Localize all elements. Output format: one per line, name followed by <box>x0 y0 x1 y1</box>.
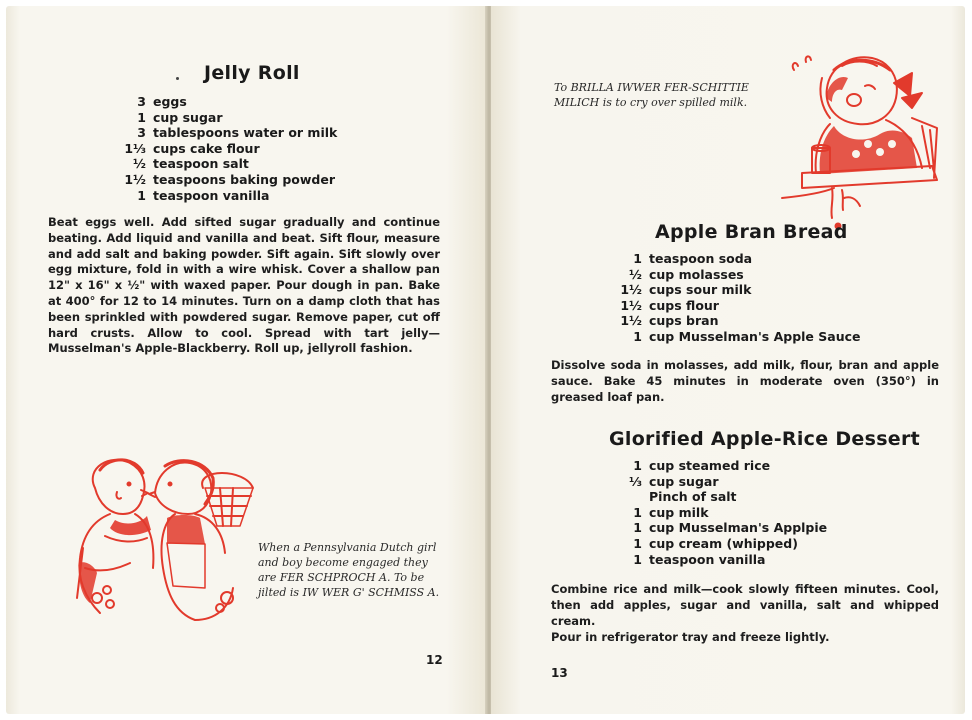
ingredient-quantity: 1½ <box>620 313 642 329</box>
crying-child-illustration <box>772 48 942 233</box>
ingredient-row <box>618 489 827 505</box>
ingredient-text: cup steamed rice <box>649 458 771 473</box>
page-number-left: 12 <box>426 653 443 667</box>
ingredient-text: teaspoon vanilla <box>649 551 766 567</box>
ingredient-quantity <box>618 489 649 505</box>
ingredient-text: eggs <box>153 94 187 109</box>
ingredient-text: cups sour milk <box>649 282 752 298</box>
ink-speck <box>176 77 179 80</box>
ingredient-text: Pinch of salt <box>649 489 737 505</box>
ingredient-quantity: 1 <box>633 520 642 536</box>
ingredient-quantity: 1 <box>633 458 642 473</box>
ingredient-quantity: ⅓ <box>629 473 642 489</box>
ingredient-text: tablespoons water or milk <box>153 125 338 141</box>
ingredient-row <box>122 125 337 141</box>
ingredient-quantity: 1 <box>633 504 642 520</box>
ingredient-quantity: ½ <box>133 156 146 172</box>
directions-apple-bran-bread: Dissolve soda in molasses, add milk, flour, bran and apple sauce. Bake 45 minutes in moderate oven (350°) in greased loaf pan. <box>551 358 939 404</box>
ingredient-row <box>122 172 337 188</box>
ingredient-row <box>122 141 337 157</box>
ingredient-row <box>618 458 827 474</box>
ingredient-text: cup sugar <box>649 473 719 489</box>
caption-spilled-milk: To BRILLA IWWER FER-SCHITTIE MILICH is to cry over spilled milk. <box>554 81 749 109</box>
ingredient-row <box>618 251 860 267</box>
ingredient-quantity: 3 <box>137 125 146 141</box>
ingredient-text: teaspoon soda <box>649 251 753 266</box>
recipe-title-apple-bran-bread: Apple Bran Bread <box>655 221 848 243</box>
ingredient-quantity: ½ <box>629 266 642 282</box>
ingredient-row <box>618 520 827 536</box>
ingredient-text: cups bran <box>649 313 719 329</box>
ingredient-quantity: 1 <box>633 328 642 344</box>
ingredient-quantity: 1½ <box>620 282 642 298</box>
ingredient-list-jelly-roll <box>122 94 337 203</box>
ingredient-text: cup milk <box>649 504 709 520</box>
ingredient-list-apple-bran-bread <box>618 251 860 345</box>
ingredient-row <box>122 188 337 204</box>
ingredient-quantity: 1½ <box>620 297 642 313</box>
ingredient-row <box>122 94 337 110</box>
ingredient-text: teaspoon vanilla <box>153 187 270 203</box>
ingredient-row <box>122 156 337 172</box>
ingredient-row <box>122 110 337 126</box>
ingredient-row <box>618 474 827 490</box>
ingredient-quantity: 1 <box>633 251 642 266</box>
ingredient-quantity: 3 <box>137 94 146 109</box>
ingredient-text: cup cream (whipped) <box>649 535 798 551</box>
ingredient-quantity: 1 <box>137 109 146 125</box>
ingredient-text: cup Musselman's Apple Sauce <box>649 328 861 344</box>
ingredient-row <box>618 552 827 568</box>
page-number-right: 13 <box>551 666 568 680</box>
ingredient-quantity: 1 <box>633 551 642 567</box>
ingredient-text: cups flour <box>649 297 719 313</box>
ingredient-row <box>618 505 827 521</box>
ingredient-row <box>618 298 860 314</box>
kissing-couple-illustration <box>55 448 255 628</box>
directions-freeze: Pour in refrigerator tray and freeze lightly. <box>551 630 830 644</box>
ingredient-text: cups cake flour <box>153 140 260 156</box>
ingredient-quantity: 1½ <box>124 171 146 187</box>
ingredient-list-apple-rice-dessert <box>618 458 827 567</box>
ingredient-text: teaspoon salt <box>153 156 249 172</box>
directions-jelly-roll: Beat eggs well. Add sifted sugar gradually and continue beating. Add liquid and vanilla and beat. Sift flour, measure and add salt and baking powder. Sift again. Sift slowly over egg mixture, fold in with a wire whisk. Cover a shallow pan 12" x 16" x ½" with waxed paper. Pour dough in pan. Bake at 400° for 12 to 14 minutes. Turn on a damp cloth that has been sprinkled with powdered sugar. Remove paper, cut off hard crusts. Allow to cool. Spread with tart jelly—Musselman's Apple-Blackberry. Roll up, jellyroll fashion. <box>48 215 440 356</box>
ingredient-row <box>618 313 860 329</box>
directions-apple-rice-dessert: Combine rice and milk—cook slowly fifteen minutes. Cool, then add apples, sugar and vanilla, salt and whipped cream. <box>551 582 939 628</box>
ingredient-quantity: 1 <box>137 187 146 203</box>
ingredient-row <box>618 536 827 552</box>
ingredient-quantity: 1 <box>633 535 642 551</box>
ingredient-quantity: 1⅓ <box>124 140 146 156</box>
ingredient-text: teaspoons baking powder <box>153 171 335 187</box>
ingredient-text: cup molasses <box>649 266 744 282</box>
ingredient-text: cup sugar <box>153 109 223 125</box>
ingredient-row <box>618 329 860 345</box>
recipe-title-apple-rice-dessert: Glorified Apple-Rice Dessert <box>609 428 921 450</box>
caption-engaged: When a Pennsylvania Dutch girl and boy become engaged they are FER SCHPROCH A. To be jilted is IW WER G' SCHMISS A. <box>258 541 440 599</box>
ingredient-text: cup Musselman's Applpie <box>649 520 828 536</box>
ingredient-row <box>618 267 860 283</box>
ingredient-row <box>618 282 860 298</box>
recipe-title-jelly-roll: Jelly Roll <box>204 62 300 84</box>
